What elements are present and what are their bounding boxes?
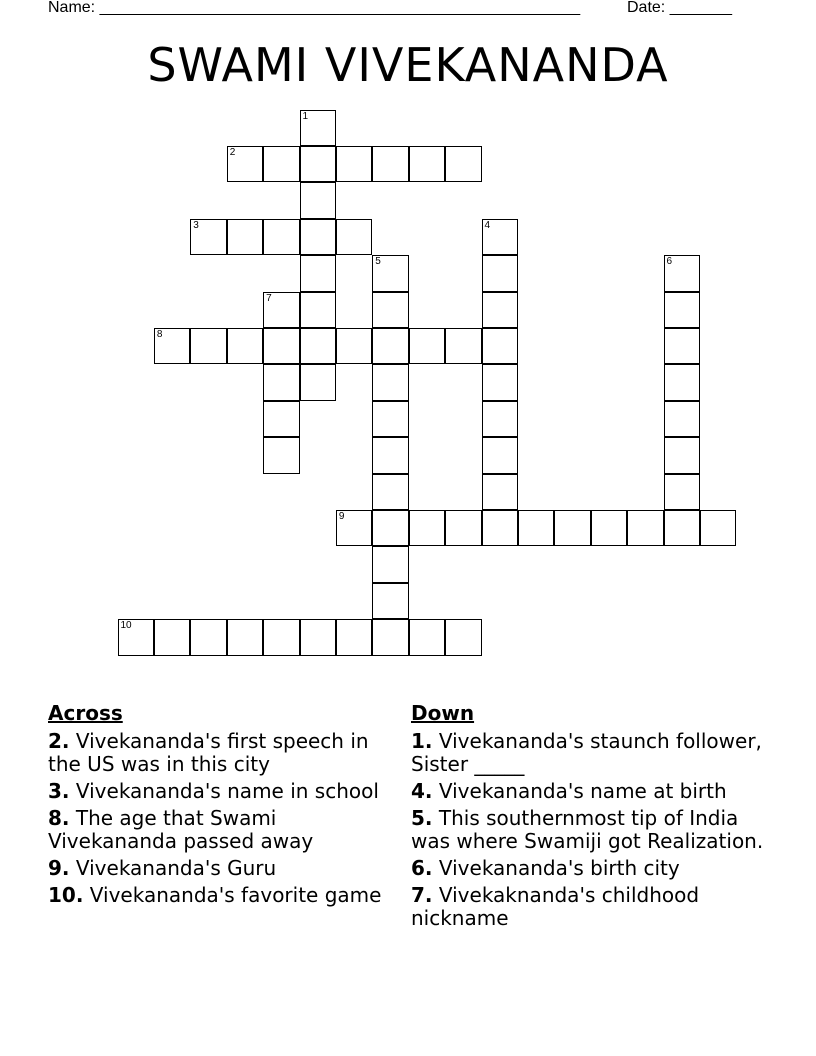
grid-cell[interactable] — [445, 146, 482, 183]
grid-cell[interactable] — [482, 401, 519, 438]
grid-cell[interactable] — [300, 364, 337, 401]
grid-cell[interactable] — [300, 328, 337, 365]
grid-cell[interactable] — [227, 146, 264, 183]
grid-cell[interactable] — [372, 619, 409, 656]
grid-cell[interactable] — [664, 255, 701, 292]
grid-cell[interactable] — [664, 364, 701, 401]
name-field[interactable]: Name: ______________________________________________________ — [48, 0, 581, 16]
grid-cell[interactable] — [372, 583, 409, 620]
cell-number: 1 — [302, 110, 309, 122]
clue-down-1: 1. Vivekananda's staunch follower, Sister _____ — [411, 729, 762, 776]
grid-cell[interactable] — [664, 437, 701, 474]
clue-across-9: 9. Vivekananda's Guru — [48, 856, 277, 880]
grid-cell[interactable] — [372, 364, 409, 401]
down-heading: Down — [411, 701, 475, 725]
grid-cell[interactable] — [263, 619, 300, 656]
grid-cell[interactable] — [409, 510, 446, 547]
grid-cell[interactable] — [554, 510, 591, 547]
grid-cell[interactable] — [263, 364, 300, 401]
across-clues — [48, 702, 398, 911]
grid-cell[interactable] — [445, 510, 482, 547]
cell-number: 7 — [266, 292, 272, 304]
grid-cell[interactable] — [190, 619, 227, 656]
grid-cell[interactable] — [372, 292, 409, 329]
grid-cell[interactable] — [482, 219, 519, 256]
grid-cell[interactable] — [300, 219, 337, 256]
clue-down-4: 4. Vivekananda's name at birth — [411, 779, 727, 803]
grid-cell[interactable] — [372, 328, 409, 365]
grid-cell[interactable] — [263, 401, 300, 438]
grid-cell[interactable] — [154, 328, 191, 365]
clue-across-2: 2. Vivekananda's first speech in the US was in this city — [48, 729, 369, 776]
grid-cell[interactable] — [664, 292, 701, 329]
grid-cell[interactable] — [372, 401, 409, 438]
grid-cell[interactable] — [627, 510, 664, 547]
grid-cell[interactable] — [300, 292, 337, 329]
grid-cell[interactable] — [300, 110, 337, 147]
grid-cell[interactable] — [154, 619, 191, 656]
clue-across-8: 8. The age that Swami Vivekananda passed away — [48, 806, 314, 853]
grid-cell[interactable] — [336, 328, 373, 365]
grid-cell[interactable] — [300, 255, 337, 292]
grid-cell[interactable] — [336, 510, 373, 547]
grid-cell[interactable] — [336, 146, 373, 183]
grid-cell[interactable] — [409, 146, 446, 183]
grid-cell[interactable] — [664, 474, 701, 511]
grid-cell[interactable] — [518, 510, 555, 547]
grid-cell[interactable] — [482, 437, 519, 474]
grid-cell[interactable] — [482, 510, 519, 547]
cell-number: 5 — [375, 256, 381, 268]
grid-cell[interactable] — [263, 146, 300, 183]
grid-cell[interactable] — [591, 510, 628, 547]
cell-number: 10 — [120, 620, 132, 632]
grid-cell[interactable] — [300, 182, 337, 219]
grid-cell[interactable] — [445, 619, 482, 656]
grid-cell[interactable] — [263, 219, 300, 256]
grid-cell[interactable] — [118, 619, 155, 656]
grid-cell[interactable] — [372, 437, 409, 474]
grid-cell[interactable] — [372, 146, 409, 183]
cell-number: 8 — [156, 328, 163, 340]
grid-cell[interactable] — [227, 328, 264, 365]
grid-cell[interactable] — [227, 219, 264, 256]
grid-cell[interactable] — [190, 219, 227, 256]
cell-number: 4 — [484, 219, 491, 231]
grid-cell[interactable] — [190, 328, 227, 365]
clue-across-3: 3. Vivekananda's name in school — [48, 779, 379, 803]
grid-cell[interactable] — [300, 146, 337, 183]
clue-down-5: 5. This southernmost tip of India was where Swamiji got Realization. — [411, 806, 764, 853]
grid-cell[interactable] — [263, 328, 300, 365]
grid-cell[interactable] — [445, 328, 482, 365]
grid-cell[interactable] — [336, 619, 373, 656]
clue-down-6: 6. Vivekananda's birth city — [411, 856, 680, 880]
clue-down-7: 7. Vivekaknanda's childhood nickname — [411, 883, 700, 930]
grid-cell[interactable] — [482, 474, 519, 511]
puzzle-title: SWAMI VIVEKANANDA — [147, 38, 669, 92]
grid-cell[interactable] — [482, 364, 519, 401]
grid-cell[interactable] — [664, 328, 701, 365]
grid-cell[interactable] — [409, 328, 446, 365]
grid-cell[interactable] — [372, 474, 409, 511]
grid-cell[interactable] — [482, 292, 519, 329]
cell-number: 2 — [229, 146, 236, 158]
grid-cell[interactable] — [409, 619, 446, 656]
grid-cell[interactable] — [664, 401, 701, 438]
down-clues — [411, 702, 781, 934]
grid-cell[interactable] — [300, 619, 337, 656]
grid-cell[interactable] — [700, 510, 737, 547]
grid-cell[interactable] — [263, 292, 300, 329]
clue-across-10: 10. Vivekananda's favorite game — [48, 883, 382, 907]
grid-cell[interactable] — [336, 219, 373, 256]
grid-cell[interactable] — [372, 546, 409, 583]
grid-cell[interactable] — [372, 510, 409, 547]
grid-cell[interactable] — [482, 328, 519, 365]
grid-cell[interactable] — [664, 510, 701, 547]
grid-cell[interactable] — [482, 255, 519, 292]
cell-number: 9 — [338, 510, 345, 522]
date-field[interactable]: Date: _______ — [627, 0, 732, 16]
cell-number: 3 — [193, 219, 199, 231]
cell-number: 6 — [666, 256, 673, 268]
grid-cell[interactable] — [263, 437, 300, 474]
across-heading: Across — [48, 701, 123, 725]
grid-cell[interactable] — [227, 619, 264, 656]
grid-cell[interactable] — [372, 255, 409, 292]
